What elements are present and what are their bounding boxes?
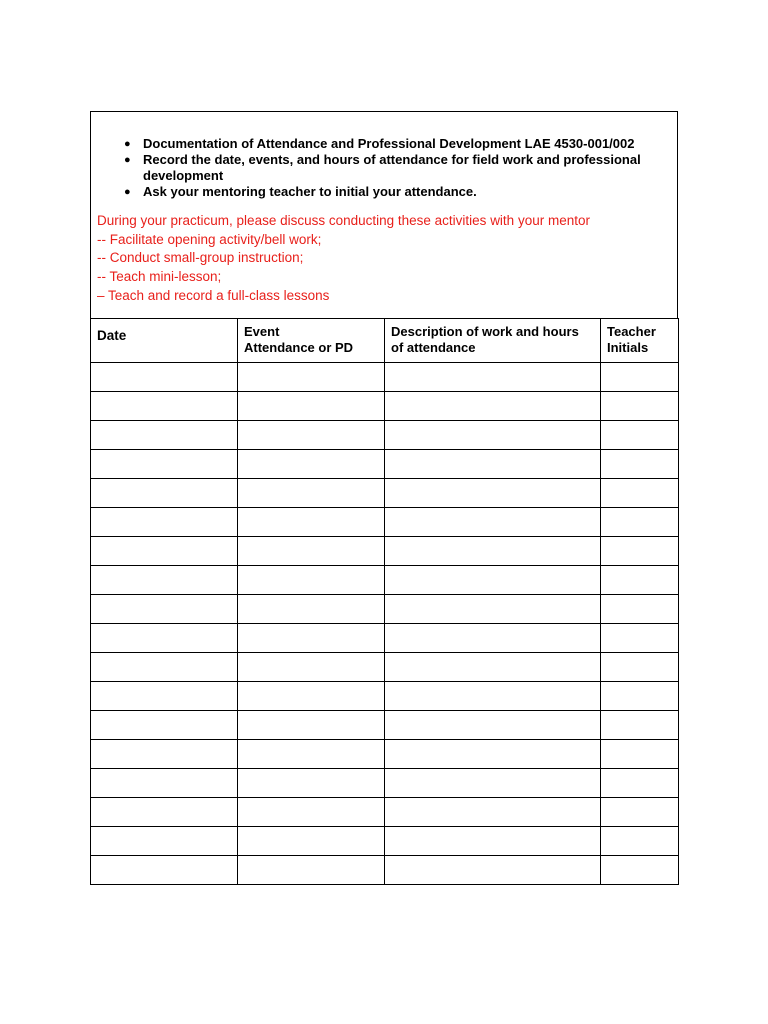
initials-cell[interactable] [601,392,679,421]
instruction-list [97,136,671,200]
event-cell[interactable] [238,740,385,769]
event-cell[interactable] [238,363,385,392]
header-initials-line2: Initials [607,340,649,355]
event-cell[interactable] [238,624,385,653]
event-cell[interactable] [238,421,385,450]
event-cell[interactable] [238,682,385,711]
description-cell[interactable] [385,769,601,798]
table-row [91,653,679,682]
description-cell[interactable] [385,508,601,537]
date-cell[interactable] [91,566,238,595]
bullet-icon: ● [124,186,131,198]
attendance-table [90,318,679,885]
header-date [91,319,238,363]
date-cell[interactable] [91,363,238,392]
table-row [91,769,679,798]
event-cell[interactable] [238,856,385,885]
event-cell[interactable] [238,566,385,595]
instruction-item [97,136,671,152]
table-header-row [91,319,679,363]
description-cell[interactable] [385,856,601,885]
table-row [91,392,679,421]
instruction-item [97,152,671,184]
initials-cell[interactable] [601,421,679,450]
table-row [91,450,679,479]
event-cell[interactable] [238,769,385,798]
practicum-note [97,212,671,306]
description-cell[interactable] [385,682,601,711]
initials-cell[interactable] [601,711,679,740]
date-cell[interactable] [91,392,238,421]
bullet-icon: ● [124,138,131,150]
instruction-text: Record the date, events, and hours of attendance for field work and professional development [143,152,641,183]
header-event-line1: Event [244,324,280,339]
bullet-icon: ● [124,154,131,166]
event-cell[interactable] [238,450,385,479]
date-cell[interactable] [91,856,238,885]
header-initials-line1: Teacher [607,324,656,339]
header-description-line1: Description of work and hours [391,324,579,339]
initials-cell[interactable] [601,566,679,595]
description-cell[interactable] [385,392,601,421]
description-cell[interactable] [385,479,601,508]
instruction-text: Documentation of Attendance and Professional Development LAE 4530-001/002 [143,136,635,151]
initials-cell[interactable] [601,624,679,653]
table-row [91,711,679,740]
header-initials [601,319,679,363]
initials-cell[interactable] [601,479,679,508]
date-cell[interactable] [91,479,238,508]
description-cell[interactable] [385,363,601,392]
practicum-note-intro: During your practicum, please discuss conducting these activities with your mentor [97,213,590,228]
initials-cell[interactable] [601,450,679,479]
table-row [91,595,679,624]
header-event [238,319,385,363]
table-row [91,479,679,508]
date-cell[interactable] [91,740,238,769]
initials-cell[interactable] [601,798,679,827]
date-cell[interactable] [91,595,238,624]
date-cell[interactable] [91,421,238,450]
date-cell[interactable] [91,450,238,479]
description-cell[interactable] [385,537,601,566]
description-cell[interactable] [385,450,601,479]
description-cell[interactable] [385,624,601,653]
initials-cell[interactable] [601,827,679,856]
description-cell[interactable] [385,566,601,595]
table-row [91,508,679,537]
description-cell[interactable] [385,653,601,682]
event-cell[interactable] [238,827,385,856]
date-cell[interactable] [91,508,238,537]
instruction-item [97,184,671,200]
event-cell[interactable] [238,595,385,624]
date-cell[interactable] [91,537,238,566]
initials-cell[interactable] [601,363,679,392]
date-cell[interactable] [91,653,238,682]
description-cell[interactable] [385,827,601,856]
table-row [91,682,679,711]
instructions-box [90,111,678,318]
table-row [91,827,679,856]
date-cell[interactable] [91,624,238,653]
practicum-activity: -- Facilitate opening activity/bell work; [97,231,322,247]
table-row [91,363,679,392]
description-cell[interactable] [385,421,601,450]
practicum-activity: -- Teach mini-lesson; [97,269,222,285]
date-cell[interactable] [91,769,238,798]
table-row [91,798,679,827]
table-row [91,856,679,885]
event-cell[interactable] [238,392,385,421]
description-cell[interactable] [385,711,601,740]
initials-cell[interactable] [601,595,679,624]
initials-cell[interactable] [601,769,679,798]
practicum-activity: -- Conduct small-group instruction; [97,250,304,266]
attendance-form [90,111,678,885]
table-row [91,624,679,653]
date-cell[interactable] [91,682,238,711]
initials-cell[interactable] [601,537,679,566]
event-cell[interactable] [238,479,385,508]
description-cell[interactable] [385,740,601,769]
event-cell[interactable] [238,537,385,566]
header-description [385,319,601,363]
date-cell[interactable] [91,711,238,740]
description-cell[interactable] [385,798,601,827]
date-cell[interactable] [91,798,238,827]
initials-cell[interactable] [601,682,679,711]
instruction-text: Ask your mentoring teacher to initial your attendance. [143,184,477,199]
initials-cell[interactable] [601,856,679,885]
table-row [91,566,679,595]
table-row [91,421,679,450]
table-row [91,740,679,769]
event-cell[interactable] [238,508,385,537]
header-date-label: Date [97,328,127,343]
table-row [91,537,679,566]
header-description-line2: of attendance [391,340,476,355]
attendance-rows [91,363,679,885]
practicum-activity: – Teach and record a full-class lessons [97,287,330,303]
initials-cell[interactable] [601,508,679,537]
event-cell[interactable] [238,798,385,827]
initials-cell[interactable] [601,740,679,769]
event-cell[interactable] [238,653,385,682]
description-cell[interactable] [385,595,601,624]
header-event-line2: Attendance or PD [244,340,354,355]
date-cell[interactable] [91,827,238,856]
event-cell[interactable] [238,711,385,740]
initials-cell[interactable] [601,653,679,682]
